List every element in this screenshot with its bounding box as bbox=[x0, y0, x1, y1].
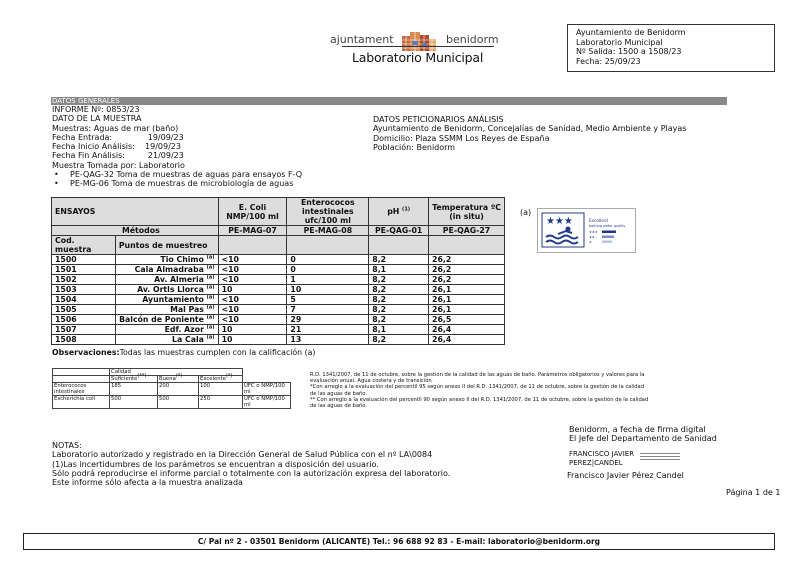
cell-ph: 8,2 bbox=[369, 285, 429, 295]
quality-badge bbox=[537, 208, 636, 253]
cell-enterococos: 5 bbox=[287, 295, 369, 305]
cell-enterococos: 0 bbox=[287, 255, 369, 265]
cell-code: 1500 bbox=[52, 255, 116, 265]
legal-note: ** Con arreglo a la evaluación del percentil 90 según anexo II del R.D. 1341/2007, de 11 de octubre, sobre la gestión de la calidad de las aguas de baño. bbox=[310, 396, 649, 410]
cell-temperature: 26,2 bbox=[429, 275, 505, 285]
signature-place-date: Benidorm, a fecha de firma digital bbox=[569, 425, 706, 434]
petitioner-info bbox=[373, 115, 733, 152]
signer-name: Francisco Javier Pérez Candel bbox=[567, 471, 684, 480]
page-number: Página 1 de 1 bbox=[726, 488, 781, 497]
notes bbox=[52, 441, 472, 487]
cell-ecoli: 10 bbox=[218, 325, 287, 335]
cell-ecoli: <10 bbox=[218, 275, 287, 285]
note-line: NOTAS: bbox=[52, 441, 82, 450]
logo-divider bbox=[342, 46, 494, 47]
cell-ph: 8,1 bbox=[369, 325, 429, 335]
cell-enterococos: 13 bbox=[287, 335, 369, 345]
table-row bbox=[52, 255, 505, 265]
header-ecoli: E. Coli NMP/100 ml bbox=[218, 198, 287, 226]
cell-point: Tio Chimo $^{(a)}$ bbox=[115, 255, 218, 265]
signature-title: El Jefe del Departamento de Sanidad bbox=[569, 434, 717, 444]
table-row bbox=[52, 325, 505, 335]
cell-temperature: 26,1 bbox=[429, 285, 505, 295]
cell-temperature: 26,4 bbox=[429, 325, 505, 335]
header-enterococos: Enterococos intestinales ufc/100 ml bbox=[287, 198, 369, 226]
note-line: Sólo podrá reproducirse el informe parcial o totalmente con la autorización expresa del laboratorio. bbox=[52, 468, 451, 478]
footer-address: C/ Pal nº 2 - 03501 Benidorm (ALICANTE) Tel.: 96 688 92 83 - E-mail: laboratorio@benidorm.org bbox=[23, 533, 775, 550]
cell-point: Balcón de Poniente $^{(a)}$ bbox=[115, 315, 218, 325]
cell-temperature: 26,5 bbox=[429, 315, 505, 325]
note-line: (1)Las incertidumbres de los parámetros se encuentran a disposición del usuario. bbox=[52, 459, 379, 469]
cell-ecoli: <10 bbox=[218, 295, 287, 305]
section-title-bar: DATOS GENERALES bbox=[51, 97, 727, 105]
cell-enterococos: 0 bbox=[287, 265, 369, 275]
method-ecoli: PE-MAG-07 bbox=[218, 226, 287, 236]
cell-code: 1507 bbox=[52, 325, 116, 335]
cell-point: Mal Pas $^{(a)}$ bbox=[115, 305, 218, 315]
column-labels-row bbox=[52, 236, 505, 255]
observations-label: Observaciones: bbox=[52, 348, 120, 357]
method-list bbox=[52, 170, 372, 189]
observations bbox=[52, 348, 315, 357]
cell-enterococos: 29 bbox=[287, 315, 369, 325]
cell-code: 1508 bbox=[52, 335, 116, 345]
cell-temperature: 26,2 bbox=[429, 255, 505, 265]
info-line: DATOS PETICIONARIOS ANÁLISIS bbox=[373, 115, 504, 124]
cell-temperature: 26,1 bbox=[429, 295, 505, 305]
signature-block bbox=[569, 425, 749, 444]
building-logo-icon bbox=[398, 30, 440, 52]
svg-text:★★★: ★★★ bbox=[546, 216, 573, 227]
cell-code: 1506 bbox=[52, 315, 116, 325]
table-row bbox=[52, 275, 505, 285]
cell-ecoli: 10 bbox=[218, 285, 287, 295]
cell-point: Ayuntamiento $^{(a)}$ bbox=[115, 295, 218, 305]
cell-ecoli: <10 bbox=[218, 315, 287, 325]
table-row bbox=[52, 285, 505, 295]
info-line: Muestras: Aguas de mar (baño) bbox=[52, 123, 179, 133]
methods-label: Métodos bbox=[52, 226, 219, 236]
badge-marker: (a) bbox=[520, 208, 532, 217]
table-row: Escherichia coli 500 500 250 UFC o NMP/100 ml bbox=[53, 396, 291, 409]
cell-ph: 8,2 bbox=[369, 305, 429, 315]
col-code-label: Cod. muestra bbox=[52, 236, 116, 255]
cell-ph: 8,2 bbox=[369, 275, 429, 285]
observations-text: Todas las muestras cumplen con la calificación (a) bbox=[119, 348, 316, 357]
logo-subtitle: Laboratorio Municipal bbox=[352, 50, 484, 65]
cell-temperature: 26,4 bbox=[429, 335, 505, 345]
header-info-box bbox=[567, 24, 775, 72]
header-temperature: Temperatura ºC (in situ) bbox=[429, 198, 505, 226]
note-line: Laboratorio autorizado y registrado en la Dirección General de Salud Pública con el nº LA\0084 bbox=[52, 450, 433, 460]
signature-fine-print bbox=[640, 451, 680, 465]
table-row bbox=[53, 369, 291, 376]
logo-word-right: benidorm bbox=[446, 33, 499, 46]
table-row bbox=[52, 305, 505, 315]
info-line: Fecha Inicio Análisis: 19/09/23 bbox=[52, 142, 181, 152]
cell-point: La Cala $^{(a)}$ bbox=[115, 335, 218, 345]
svg-text:★: ★ bbox=[589, 240, 592, 244]
cell-code: 1502 bbox=[52, 275, 116, 285]
cell-code: 1501 bbox=[52, 265, 116, 275]
col-point-label: Puntos de muestreo bbox=[115, 236, 218, 255]
cell-enterococos: 7 bbox=[287, 305, 369, 315]
cell-ph: 8,2 bbox=[369, 315, 429, 325]
digital-signature-stamp: FRANCISCO JAVIER PEREZ|CANDEL bbox=[569, 450, 635, 467]
info-line: Ayuntamiento de Benidorm, Concejalías de Sanidad, Medio Ambiente y Playas bbox=[373, 124, 687, 134]
table-row bbox=[52, 265, 505, 275]
cell-point: Av. Almeria $^{(a)}$ bbox=[115, 275, 218, 285]
header-line: Fecha: 25/09/23 bbox=[576, 56, 641, 66]
legal-note: R.D. 1341/2007, de 11 de octubre, sobre la gestión de la calidad de las aguas de baño. Parámetros obligatorios y valores para la evaluación anual. Agua costera y de transición bbox=[310, 372, 645, 385]
table-row bbox=[53, 376, 291, 383]
cell-code: 1505 bbox=[52, 305, 116, 315]
bathing-quality-icon bbox=[538, 209, 635, 252]
cell-temperature: 26,2 bbox=[429, 265, 505, 275]
logo-word-left: ajuntament bbox=[330, 33, 394, 46]
info-line: Domicilio: Plaza SSMM Los Reyes de España bbox=[373, 133, 550, 143]
svg-text:bathing water quality: bathing water quality bbox=[589, 224, 626, 228]
suficiente-header: Suficiente(**) bbox=[110, 376, 158, 383]
svg-text:★★★: ★★★ bbox=[589, 230, 598, 234]
header-ph: pH $^{(1)}$ bbox=[369, 198, 429, 226]
buena-header: Buena(*) bbox=[158, 376, 199, 383]
table-header-row bbox=[52, 198, 505, 226]
method-enterococos: PE-MAG-08 bbox=[287, 226, 369, 236]
table-row bbox=[52, 315, 505, 325]
methods-row bbox=[52, 226, 505, 236]
cell-ecoli: <10 bbox=[218, 305, 287, 315]
header-line: Ayuntamiento de Benidorm bbox=[576, 28, 686, 37]
info-line: INFORME Nº: 0853/23 bbox=[52, 105, 140, 114]
info-line: Fecha Fin Análisis: 21/09/23 bbox=[52, 151, 184, 161]
method-temperature: PE-QAG-27 bbox=[429, 226, 505, 236]
method-ph: PE-QAG-01 bbox=[369, 226, 429, 236]
info-line: Población: Benidorm bbox=[373, 142, 456, 152]
header-line: Nº Salida: 1500 a 1508/23 bbox=[576, 47, 682, 56]
cell-enterococos: 1 bbox=[287, 275, 369, 285]
cell-point: Edf. Azor $^{(a)}$ bbox=[115, 325, 218, 335]
info-line: DATO DE LA MUESTRA bbox=[52, 114, 142, 124]
logo bbox=[330, 30, 510, 50]
info-line: Muestra Tomada por: Laboratorio bbox=[52, 160, 185, 170]
header-line: Laboratorio Municipal bbox=[576, 37, 663, 47]
svg-text:Excellent: Excellent bbox=[589, 218, 609, 223]
results-table bbox=[51, 197, 505, 345]
method-item: • PE-MG-06 Toma de muestras de microbiología de aguas bbox=[54, 179, 294, 189]
cell-code: 1503 bbox=[52, 285, 116, 295]
cell-temperature: 26,1 bbox=[429, 305, 505, 315]
cell-point: Av. Ortls Llorca $^{(a)}$ bbox=[115, 285, 218, 295]
legal-notes bbox=[310, 372, 650, 409]
cell-enterococos: 10 bbox=[287, 285, 369, 295]
table-row bbox=[52, 335, 505, 345]
method-item: • PE-QAG-32 Toma de muestras de aguas para ensayos F-Q bbox=[54, 170, 303, 180]
cell-ph: 8,2 bbox=[369, 335, 429, 345]
cell-enterococos: 21 bbox=[287, 325, 369, 335]
cell-point: Cala Almadraba $^{(a)}$ bbox=[115, 265, 218, 275]
cell-ecoli: <10 bbox=[218, 255, 287, 265]
sample-info bbox=[52, 105, 372, 189]
cell-ecoli: 10 bbox=[218, 335, 287, 345]
info-line: Fecha Entrada: 19/09/23 bbox=[52, 132, 184, 142]
excelente-header: Excelente(*) bbox=[199, 376, 243, 383]
cell-ecoli: <10 bbox=[218, 265, 287, 275]
cell-code: 1504 bbox=[52, 295, 116, 305]
cell-ph: 8,2 bbox=[369, 295, 429, 305]
svg-text:★★: ★★ bbox=[589, 235, 595, 239]
header-ensayos: ENSAYOS bbox=[52, 198, 219, 226]
calidad-header: Calidad bbox=[110, 369, 243, 376]
cell-ph: 8,1 bbox=[369, 265, 429, 275]
legal-note: *Con arreglo a la evaluación del percentil 95 según anexo II del R.D. 1341/2007, de 11 de octubre, sobre la gestión de la calidad de las aguas de baño. bbox=[310, 384, 645, 397]
note-line: Este informe sólo afecta a la muestra analizada bbox=[52, 478, 243, 488]
cell-ph: 8,2 bbox=[369, 255, 429, 265]
table-row bbox=[52, 295, 505, 305]
table-row: Enterococos intestinales 185 200 100 UFC o NMP/100 ml bbox=[53, 383, 291, 396]
quality-criteria-table bbox=[52, 368, 291, 409]
